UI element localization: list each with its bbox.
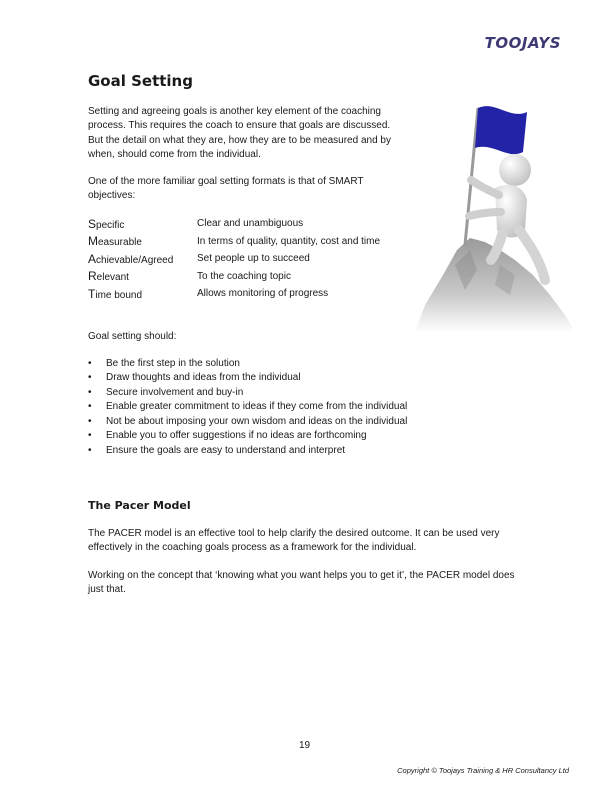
list-item-text: Enable you to offer suggestions if no ideas are forthcoming bbox=[106, 430, 367, 442]
smart-description: Allows monitoring of progress bbox=[197, 288, 329, 300]
smart-table bbox=[88, 215, 408, 303]
page-title: Goal Setting bbox=[88, 72, 193, 90]
smart-term bbox=[88, 252, 197, 266]
smart-description: Clear and unambiguous bbox=[197, 218, 304, 230]
smart-row bbox=[88, 233, 408, 251]
list-item-text: Draw thoughts and ideas from the individual bbox=[106, 372, 301, 384]
goal-setting-should-label: Goal setting should: bbox=[88, 331, 177, 342]
list-item bbox=[88, 356, 407, 371]
smart-term-rest: ime bound bbox=[95, 289, 143, 301]
smart-description: In terms of quality, quantity, cost and time bbox=[197, 235, 381, 247]
smart-row bbox=[88, 215, 408, 233]
smart-term-rest: elevant bbox=[96, 272, 129, 284]
smart-row bbox=[88, 268, 408, 286]
smart-row bbox=[88, 285, 408, 303]
smart-term bbox=[88, 234, 197, 248]
bullet-icon: • bbox=[88, 386, 92, 398]
smart-intro-paragraph: One of the more familiar goal setting formats is that of SMART objectives: bbox=[88, 176, 364, 202]
list-item-text: Be the first step in the solution bbox=[106, 357, 240, 369]
smart-term-rest: chievable/Agreed bbox=[96, 254, 174, 266]
bullet-icon: • bbox=[88, 444, 92, 456]
smart-term-initial: A bbox=[88, 251, 97, 266]
list-item-text: Enable greater commitment to ideas if they come from the individual bbox=[106, 401, 408, 413]
company-logo: TOOJAYS bbox=[484, 34, 561, 52]
bullet-icon: • bbox=[88, 401, 92, 413]
list-item bbox=[88, 371, 407, 386]
smart-term bbox=[88, 217, 197, 231]
smart-term-initial: S bbox=[88, 216, 97, 231]
section-heading-pacer: The Pacer Model bbox=[88, 499, 191, 512]
list-item bbox=[88, 400, 407, 415]
list-item-text: Secure involvement and buy-in bbox=[106, 386, 244, 398]
intro-paragraph: Setting and agreeing goals is another key element of the coaching process. This requires the coach to ensure that goals are discussed. But the detail on what they are, how they are to be measured and by when, should come from the individual. bbox=[88, 106, 391, 161]
smart-term-initial: T bbox=[88, 286, 96, 301]
bullet-icon: • bbox=[88, 415, 92, 427]
list-item bbox=[88, 443, 407, 458]
smart-term-initial: R bbox=[88, 269, 97, 284]
list-item bbox=[88, 385, 407, 400]
smart-term bbox=[88, 269, 197, 283]
bullet-icon: • bbox=[88, 372, 92, 384]
bullet-icon: • bbox=[88, 357, 92, 369]
list-item-text: Not be about imposing your own wisdom and ideas on the individual bbox=[106, 415, 408, 427]
list-item-text: Ensure the goals are easy to understand and interpret bbox=[106, 444, 346, 456]
list-item bbox=[88, 414, 407, 429]
smart-term-initial: M bbox=[88, 234, 98, 249]
smart-description: Set people up to succeed bbox=[197, 253, 310, 265]
pacer-paragraph-2: Working on the concept that ‘knowing what you want helps you to get it’, the PACER model does just that. bbox=[88, 570, 515, 596]
smart-description: To the coaching topic bbox=[197, 270, 291, 282]
page-number: 19 bbox=[298, 740, 311, 751]
copyright-notice: Copyright © Toojays Training & HR Consultancy Ltd bbox=[397, 766, 569, 775]
smart-term bbox=[88, 287, 197, 301]
goal-setting-bullet-list bbox=[88, 356, 407, 458]
smart-term-rest: easurable bbox=[98, 237, 142, 249]
figure-climbing-mountain-with-flag-icon bbox=[415, 100, 575, 335]
pacer-paragraph-1: The PACER model is an effective tool to help clarify the desired outcome. It can be used very effectively in the coaching goals process as a framework for the individual. bbox=[88, 528, 500, 554]
bullet-icon: • bbox=[88, 430, 92, 442]
smart-row bbox=[88, 250, 408, 268]
smart-term-rest: pecific bbox=[96, 219, 125, 231]
list-item bbox=[88, 429, 407, 444]
